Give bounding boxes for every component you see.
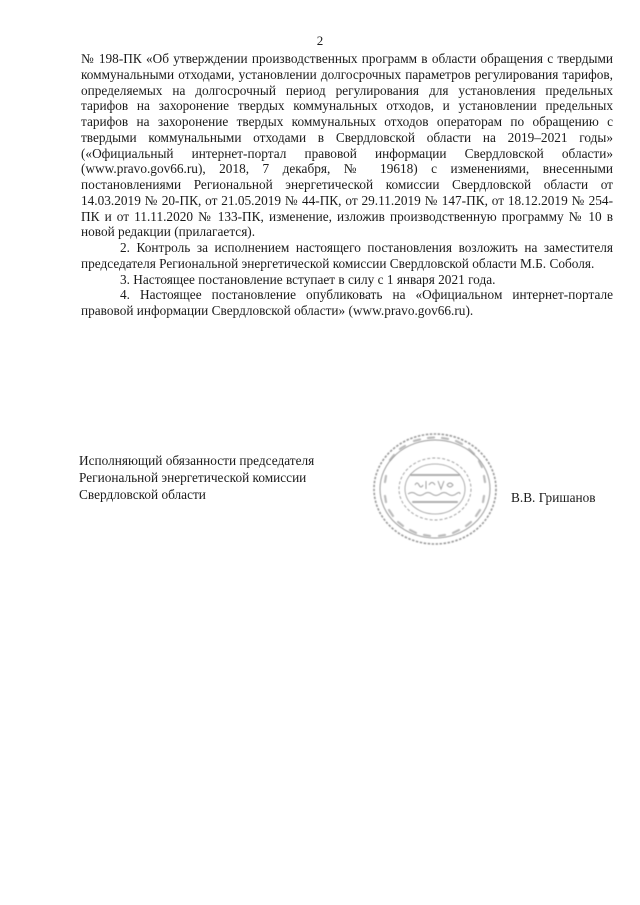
signatory-title-line-2: Региональной энергетической комиссии: [79, 470, 307, 485]
signatory-title-line-3: Свердловской области: [79, 487, 206, 502]
paragraph-3: 3. Настоящее постановление вступает в силу с 1 января 2021 года.: [120, 271, 496, 287]
signatory-title: [79, 452, 359, 503]
signatory-title-line-1: Исполняющий обязанности председателя: [79, 453, 315, 468]
paragraph-2: 2. Контроль за исполнением настоящего постановления возложить на заместителя председателя Региональной энергетической комиссии Свердловской области М.Б. Соболя.: [81, 240, 613, 271]
paragraph-1-continuation: № 198-ПК «Об утверждении производственных программ в области обращения с твердыми коммунальными отходами, установлении долгосрочных параметров регулирования тарифов, определяемых на долгосрочный период регулирования для установления предельных тарифов на захоронение твердых коммунальных отходов, и установлении предельных тарифов на захоронение твердых коммунальных отходов операторам по обращению с твердыми коммунальными отходами в Свердловской области на 2019–2021 годы» («Официальный интернет-портал правовой информации Свердловской области» (www.pravo.gov66.ru), 2018, 7 декабря, № 19618) с изменениями, внесенными постановлениями Региональной энергетической комиссии Свердловской области от 14.03.2019 № 20-ПК, от 21.05.2019 № 44-ПК, от 29.11.2019 № 147-ПК, от 18.12.2019 № 254-ПК и от 11.11.2020 № 133-ПК, изменение, изложив производственную программу № 10 в новой редакции (прилагается).: [81, 51, 613, 240]
paragraph-4: 4. Настоящее постановление опубликовать на «Официальном интернет-портале правовой информации Свердловской области» (www.pravo.gov66.ru).: [81, 287, 613, 318]
page-number: 2: [316, 33, 324, 48]
document-body: [81, 51, 613, 319]
signatory-name: В.В. Гришанов: [511, 490, 596, 505]
official-seal-stamp: [370, 430, 500, 548]
